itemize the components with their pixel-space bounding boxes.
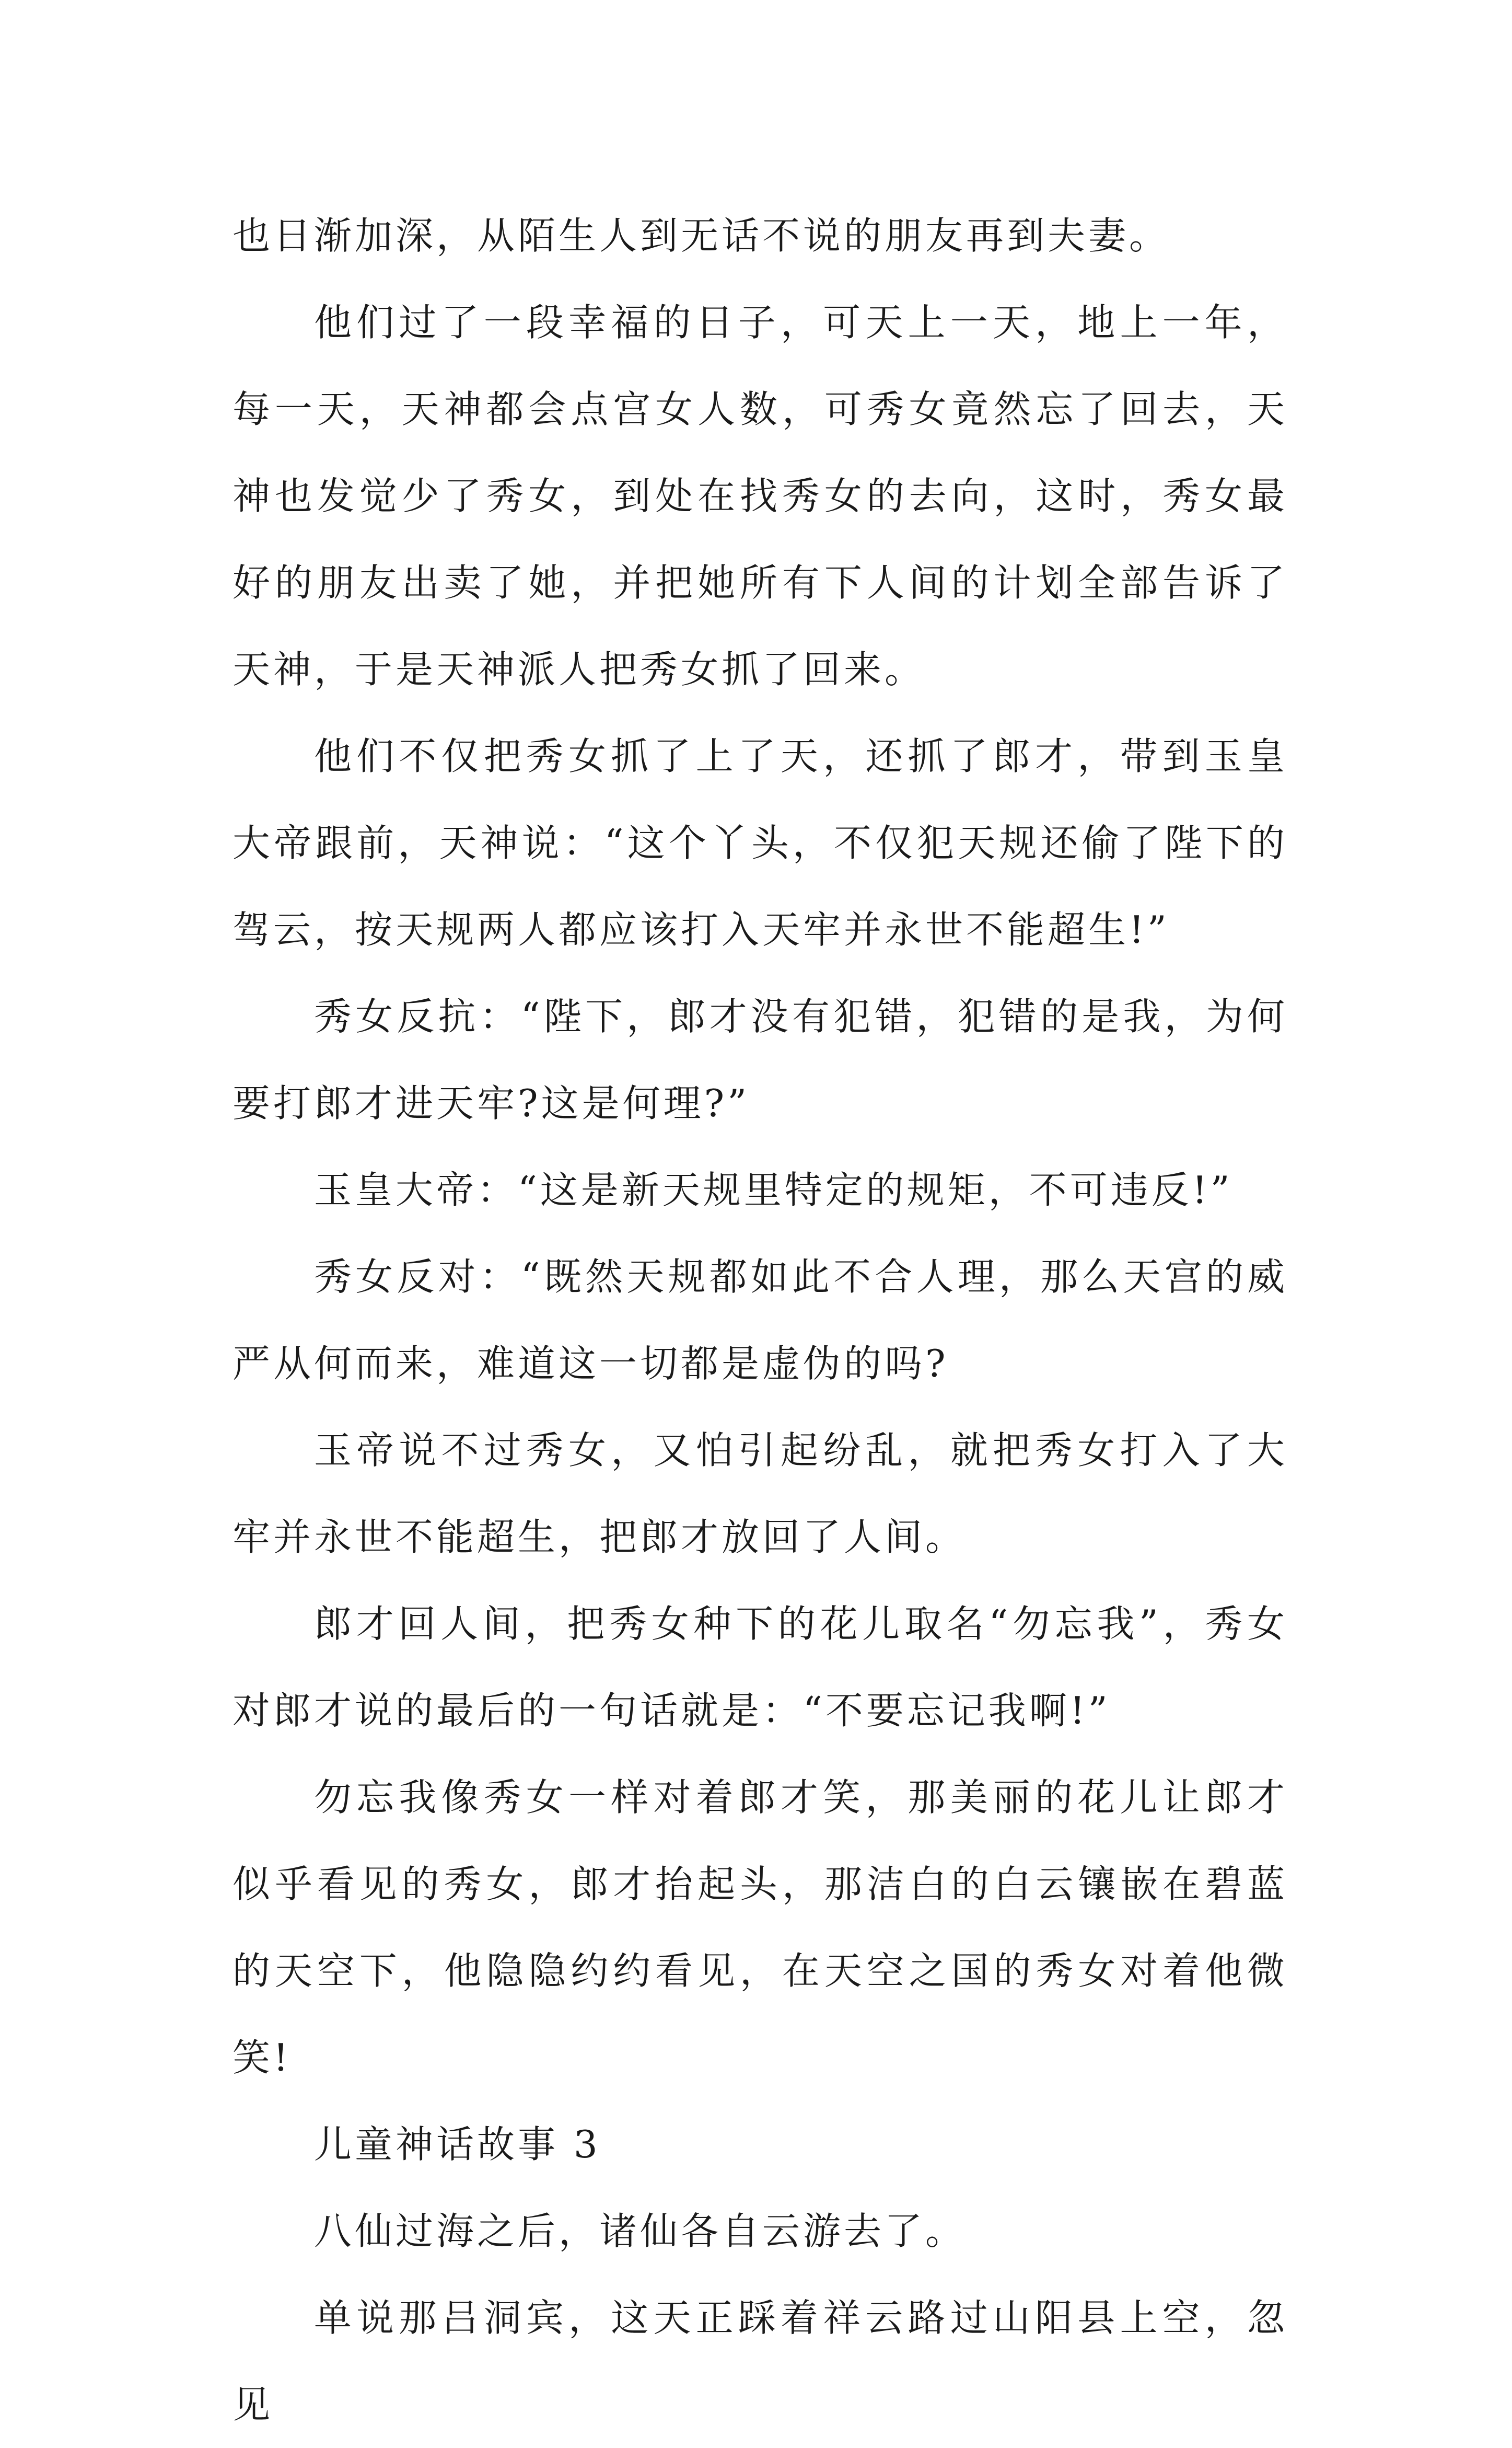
paragraph: 玉帝说不过秀女，又怕引起纷乱，就把秀女打入了大牢并永世不能超生，把郎才放回了人间。	[232, 1428, 1288, 1559]
paragraph-continuation: 也日渐加深，从陌生人到无话不说的朋友再到夫妻。	[232, 214, 1170, 258]
paragraph: 玉皇大帝：“这是新天规里特定的规矩，不可违反!”	[314, 1168, 1233, 1212]
body-text	[232, 192, 1288, 2448]
section-heading: 儿童神话故事 3	[314, 2122, 601, 2166]
paragraph: 他们不仅把秀女抓了上了天，还抓了郎才，带到玉皇大帝跟前，天神说：“这个丫头，不仅犯天规还偷了陛下的驾云，按天规两人都应该打入天牢并永世不能超生!”	[232, 734, 1288, 952]
paragraph: 郎才回人间，把秀女种下的花儿取名“勿忘我”，秀女对郎才说的最后的一句话就是：“不要忘记我啊!”	[232, 1602, 1288, 1733]
paragraph: 秀女反抗：“陛下，郎才没有犯错，犯错的是我，为何要打郎才进天牢?这是何理?”	[232, 995, 1288, 1125]
paragraph: 勿忘我像秀女一样对着郎才笑，那美丽的花儿让郎才似乎看见的秀女，郎才抬起头，那洁白的白云镶嵌在碧蓝的天空下，他隐隐约约看见，在天空之国的秀女对着他微笑!	[232, 1775, 1288, 2080]
paragraph: 他们过了一段幸福的日子，可天上一天，地上一年，每一天，天神都会点宫女人数，可秀女竟然忘了回去，天神也发觉少了秀女，到处在找秀女的去向，这时，秀女最好的朋友出卖了她，并把她所有下人间的计划全部告诉了天神，于是天神派人把秀女抓了回来。	[232, 301, 1288, 691]
paragraph: 秀女反对：“既然天规都如此不合人理，那么天宫的威严从何而来，难道这一切都是虚伪的吗?	[232, 1255, 1288, 1385]
paragraph: 单说那吕洞宾，这天正踩着祥云路过山阳县上空，忽见	[232, 2296, 1288, 2427]
paragraph: 八仙过海之后，诸仙各自云游去了。	[314, 2209, 967, 2253]
